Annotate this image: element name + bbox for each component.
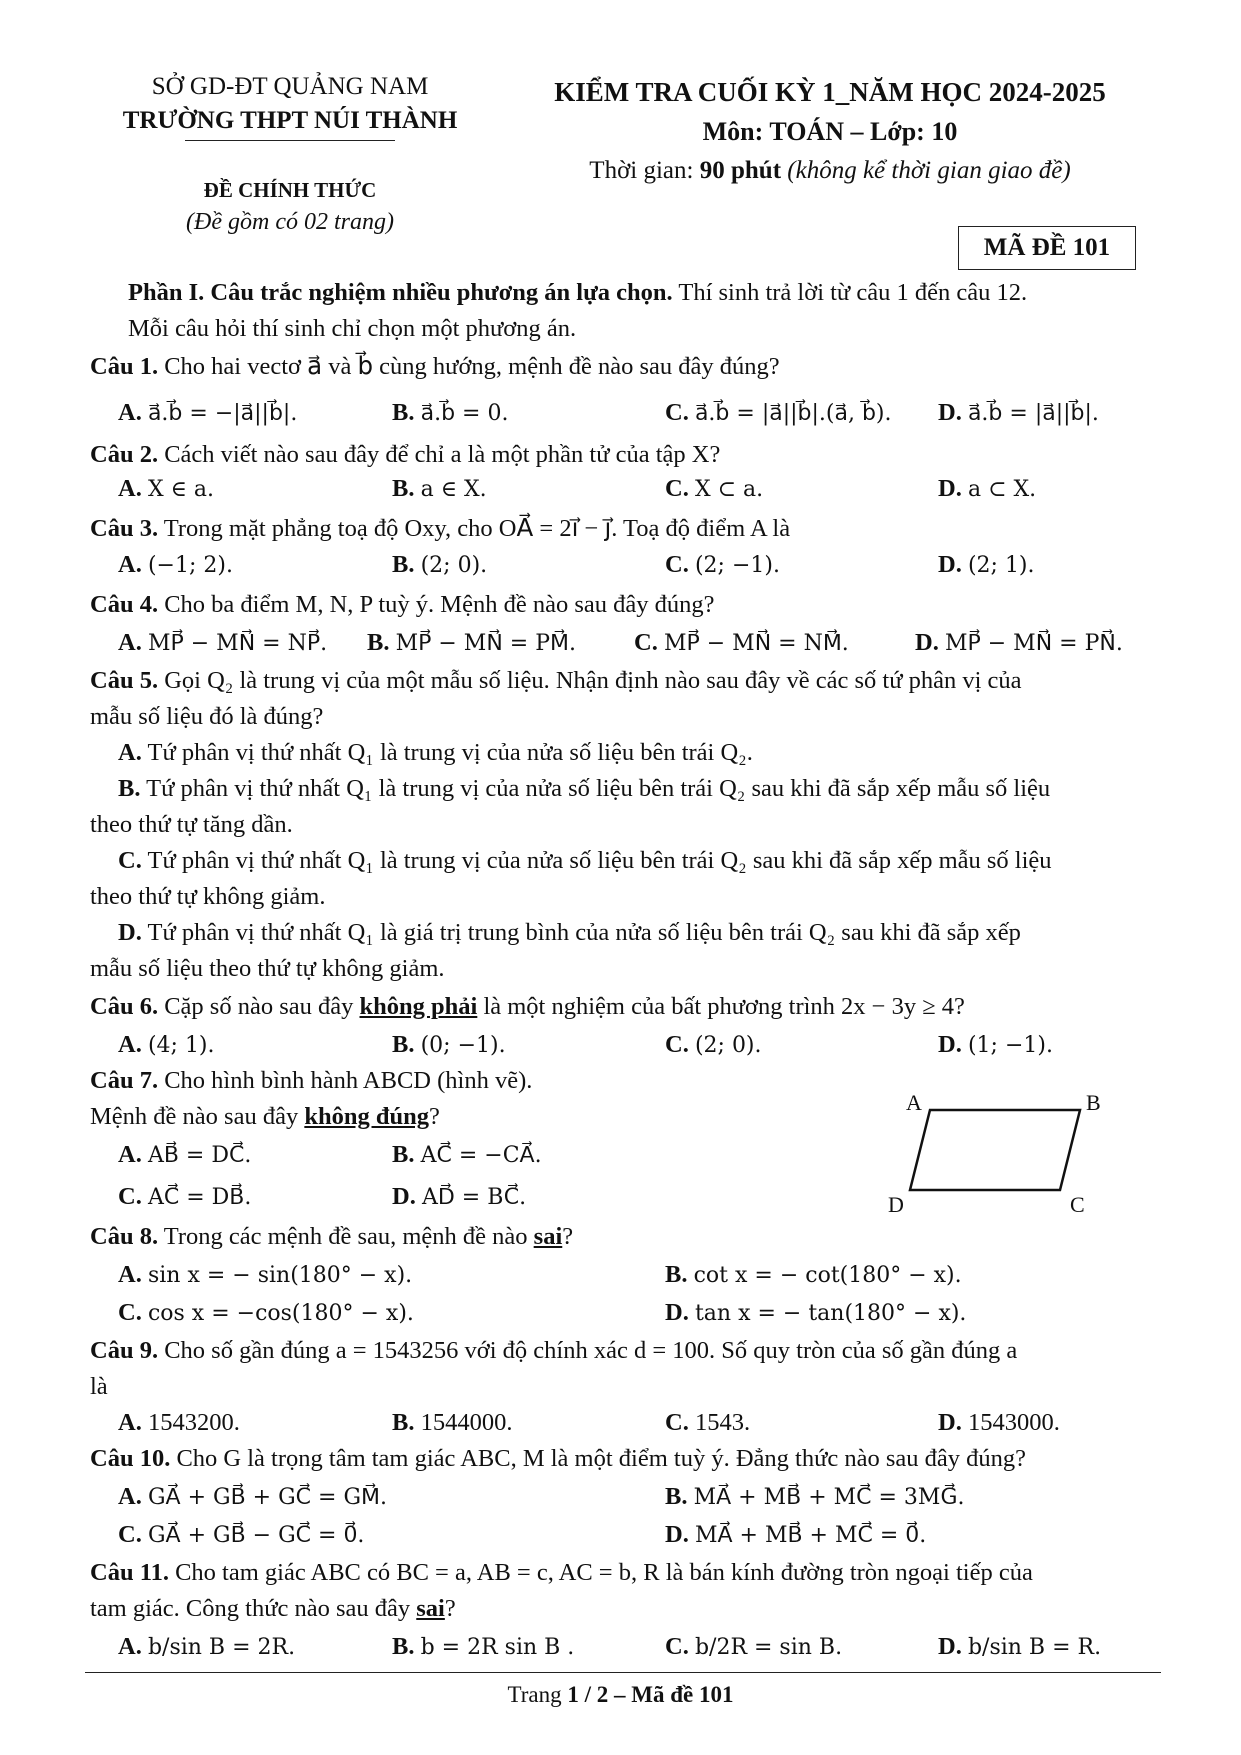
question-11: Câu 11. Cho tam giác ABC có BC = a, AB = c, AC = b, R là bán kính đường tròn ngoại tiếp của xyxy=(90,1559,1033,1586)
header-right xyxy=(500,72,1160,190)
q8-option-c[interactable]: C. cos x = −cos(180° − x). xyxy=(118,1299,414,1326)
part1-instructions-2: Mỗi câu hỏi thí sinh chỉ chọn một phương án. xyxy=(128,315,577,342)
q5-option-c-cont: theo thứ tự không giảm. xyxy=(90,883,326,910)
q11-option-d[interactable]: D. b/sin B = R. xyxy=(938,1633,1102,1660)
q4-option-c[interactable]: C. MP⃗ − MN⃗ = NM⃗. xyxy=(634,629,849,656)
q11-option-a[interactable]: A. b/sin B = 2R. xyxy=(118,1633,296,1660)
q7-option-a[interactable]: A. AB⃗ = DC⃗. xyxy=(118,1141,252,1168)
q10-option-b[interactable]: B. MA⃗ + MB⃗ + MC⃗ = 3MG⃗. xyxy=(665,1483,965,1510)
question-10: Câu 10. Cho G là trọng tâm tam giác ABC, M là một điểm tuỳ ý. Đẳng thức nào sau đây đúng? xyxy=(90,1445,1026,1472)
q11-option-b[interactable]: B. b = 2R sin B . xyxy=(392,1633,575,1660)
q3-option-d[interactable]: D. (2; 1). xyxy=(938,551,1035,578)
q4-option-a[interactable]: A. MP⃗ − MN⃗ = NP⃗. xyxy=(118,629,328,656)
q3-option-b[interactable]: B. (2; 0). xyxy=(392,551,488,578)
q8-option-a[interactable]: A. sin x = − sin(180° − x). xyxy=(118,1261,413,1288)
parallelogram-shape xyxy=(910,1110,1080,1190)
official-label: ĐỀ CHÍNH THỨC xyxy=(203,178,377,202)
q5-option-b-cont: theo thứ tự tăng dần. xyxy=(90,811,293,838)
time-line: Thời gian: 90 phút (không kể thời gian giao đề) xyxy=(589,157,1071,184)
q1-option-c[interactable]: C. a⃗.b⃗ = |a⃗||b⃗|.(a⃗, b⃗). xyxy=(665,399,892,426)
header-left xyxy=(80,70,500,239)
vertex-label-c: C xyxy=(1070,1192,1085,1217)
q9-option-c[interactable]: C. 1543. xyxy=(665,1409,751,1436)
question-4: Câu 4. Cho ba điểm M, N, P tuỳ ý. Mệnh đề nào sau đây đúng? xyxy=(90,591,715,618)
q7-option-b[interactable]: B. AC⃗ = −CA⃗. xyxy=(392,1141,542,1168)
q6-option-d[interactable]: D. (1; −1). xyxy=(938,1031,1053,1058)
question-7: Câu 7. Cho hình bình hành ABCD (hình vẽ). xyxy=(90,1067,533,1094)
vertex-label-a: A xyxy=(906,1090,922,1115)
department: SỞ GD-ĐT QUẢNG NAM xyxy=(151,73,429,100)
q8-option-d[interactable]: D. tan x = − tan(180° − x). xyxy=(665,1299,967,1326)
question-6: Câu 6. Cặp số nào sau đây không phải là một nghiệm của bất phương trình 2x − 3y ≥ 4? xyxy=(90,993,965,1020)
parallelogram-figure xyxy=(880,1092,1130,1227)
vertex-label-d: D xyxy=(888,1192,904,1217)
q9-option-a[interactable]: A. 1543200. xyxy=(118,1409,240,1436)
q4-option-d[interactable]: D. MP⃗ − MN⃗ = PN⃗. xyxy=(915,629,1123,656)
question-8: Câu 8. Trong các mệnh đề sau, mệnh đề nào sai? xyxy=(90,1223,574,1250)
question-3: Câu 3. Trong mặt phẳng toạ độ Oxy, cho OA⃗ = 2i⃗ − j⃗. Toạ độ điểm A là xyxy=(90,515,791,542)
question-5: Câu 5. Gọi Q₂ là trung vị của một mẫu số liệu. Nhận định nào sau đây về các số tứ phân vị của xyxy=(90,667,1022,694)
q6-option-c[interactable]: C. (2; 0). xyxy=(665,1031,762,1058)
question-1: Câu 1. Cho hai vectơ a⃗ và b⃗ cùng hướng, mệnh đề nào sau đây đúng? xyxy=(90,353,780,380)
question-11-cont: tam giác. Công thức nào sau đây sai? xyxy=(90,1595,456,1622)
school-underline xyxy=(185,140,395,141)
subject: Môn: TOÁN – Lớp: 10 xyxy=(702,117,958,146)
page-footer: Trang 1 / 2 – Mã đề 101 xyxy=(507,1682,734,1707)
question-7-cont: Mệnh đề nào sau đây không đúng? xyxy=(90,1103,440,1130)
exam-title: KIỂM TRA CUỐI KỲ 1_NĂM HỌC 2024-2025 xyxy=(554,77,1106,107)
q11-option-c[interactable]: C. b/2R = sin B. xyxy=(665,1633,843,1660)
q7-option-c[interactable]: C. AC⃗ = DB⃗. xyxy=(118,1183,252,1210)
footer-divider xyxy=(85,1672,1161,1673)
q1-option-b[interactable]: B. a⃗.b⃗ = 0. xyxy=(392,399,509,426)
q5-option-b[interactable]: B. Tứ phân vị thứ nhất Q₁ là trung vị của nửa số liệu bên trái Q₂ sau khi đã sắp xếp mẫu số liệu xyxy=(118,775,1051,802)
question-9-cont: là xyxy=(90,1373,108,1400)
q1-option-a[interactable]: A. a⃗.b⃗ = −|a⃗||b⃗|. xyxy=(118,399,298,426)
pages-note: (Đề gồm có 02 trang) xyxy=(186,209,394,235)
q5-option-c[interactable]: C. Tứ phân vị thứ nhất Q₁ là trung vị của nửa số liệu bên trái Q₂ sau khi đã sắp xếp mẫu số liệu xyxy=(118,847,1052,874)
q9-option-d[interactable]: D. 1543000. xyxy=(938,1409,1060,1436)
q6-option-b[interactable]: B. (0; −1). xyxy=(392,1031,506,1058)
q4-option-b[interactable]: B. MP⃗ − MN⃗ = PM⃗. xyxy=(367,629,576,656)
school-name: TRƯỜNG THPT NÚI THÀNH xyxy=(122,107,458,134)
q5-option-a[interactable]: A. Tứ phân vị thứ nhất Q₁ là trung vị của nửa số liệu bên trái Q₂. xyxy=(118,739,753,766)
q1-option-d[interactable]: D. a⃗.b⃗ = |a⃗||b⃗|. xyxy=(938,399,1099,426)
part1-instructions: Phần I. Câu trắc nghiệm nhiều phương án lựa chọn. Thí sinh trả lời từ câu 1 đến câu 12. xyxy=(128,279,1028,306)
question-2: Câu 2. Cách viết nào sau đây để chỉ a là một phần tử của tập X? xyxy=(90,441,721,468)
q3-option-c[interactable]: C. (2; −1). xyxy=(665,551,780,578)
q2-option-c[interactable]: C. X ⊂ a. xyxy=(665,475,764,502)
q3-option-a[interactable]: A. (−1; 2). xyxy=(118,551,233,578)
q10-option-a[interactable]: A. GA⃗ + GB⃗ + GC⃗ = GM⃗. xyxy=(118,1483,387,1510)
exam-code-box: MÃ ĐỀ 101 xyxy=(958,226,1136,270)
q7-option-d[interactable]: D. AD⃗ = BC⃗. xyxy=(392,1183,527,1210)
q10-option-c[interactable]: C. GA⃗ + GB⃗ − GC⃗ = 0⃗. xyxy=(118,1521,365,1548)
q2-option-d[interactable]: D. a ⊂ X. xyxy=(938,475,1037,502)
q9-option-b[interactable]: B. 1544000. xyxy=(392,1409,513,1436)
question-9: Câu 9. Cho số gần đúng a = 1543256 với độ chính xác d = 100. Số quy tròn của số gần đúng a xyxy=(90,1337,1018,1364)
q5-option-d[interactable]: D. Tứ phân vị thứ nhất Q₁ là giá trị trung bình của nửa số liệu bên trái Q₂ sau khi đã sắp xếp xyxy=(118,919,1021,946)
vertex-label-b: B xyxy=(1086,1090,1101,1115)
q6-option-a[interactable]: A. (4; 1). xyxy=(118,1031,215,1058)
q2-option-a[interactable]: A. X ∈ a. xyxy=(118,475,214,502)
q2-option-b[interactable]: B. a ∈ X. xyxy=(392,475,487,502)
q8-option-b[interactable]: B. cot x = − cot(180° − x). xyxy=(665,1261,962,1288)
q10-option-d[interactable]: D. MA⃗ + MB⃗ + MC⃗ = 0⃗. xyxy=(665,1521,927,1548)
question-5-cont: mẫu số liệu đó là đúng? xyxy=(90,703,324,730)
q5-option-d-cont: mẫu số liệu theo thứ tự không giảm. xyxy=(90,955,445,982)
